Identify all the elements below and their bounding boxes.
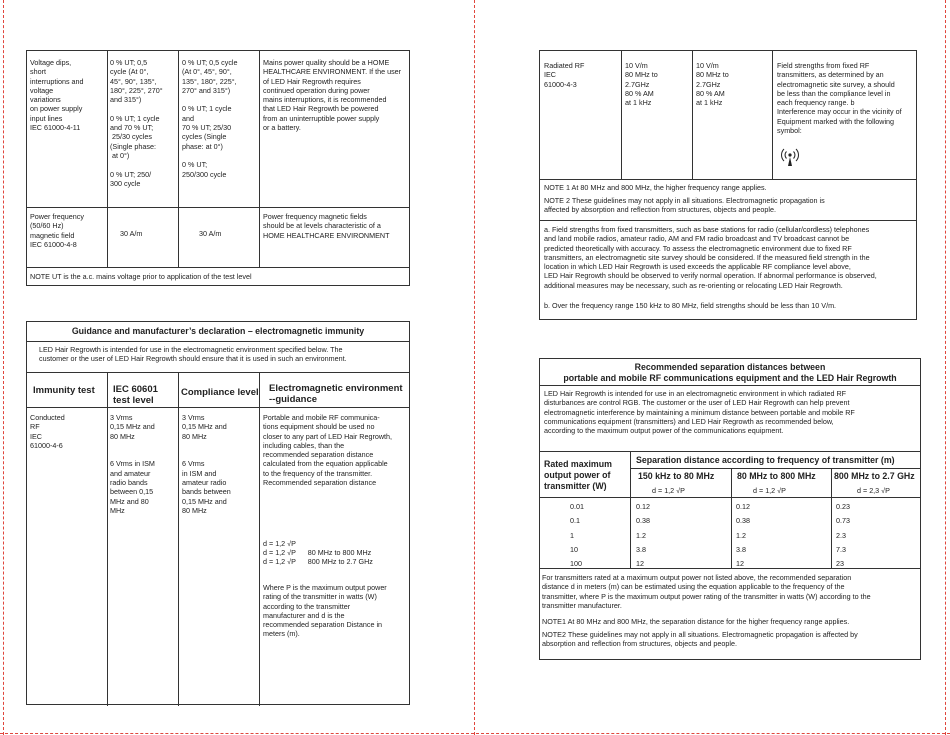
table-title-separation: Recommended separation distances between portable and mobile RF communications equipment and the LED Hair Regrowth [563,362,897,383]
table-title-immunity: Guidance and manufacturer’s declaration – electromagnetic immunity [71,326,365,336]
note-1-higher-range: NOTE 1 At 80 MHz and 800 MHz, the higher frequency range applies. [544,183,767,192]
header-immunity-test: Immunity test [33,385,95,396]
cell-radiated-rf-test: Radiated RF IEC 61000-4-3 [544,61,585,89]
header-compliance-level: Compliance level [181,387,259,398]
cell-where-p: Where P is the maximum output power rating of the transmitter in watts (W) according to the transmitter manufacturer and d is the recommended separation Distance in meters (m). [263,583,387,639]
cell-dist-c: 0.73 [836,516,850,525]
separation-distance-table [539,358,921,660]
header-rated-power: Rated maximum output power of transmitter (W) [544,459,612,491]
cell-dist-b: 0.38 [736,516,750,525]
cell-power: 0.01 [570,502,584,511]
cell-radiated-level: 10 V/m 80 MHz to 2.7GHz 80 % AM at 1 kHz [625,61,658,108]
intro-immunity: LED Hair Regrowth is intended for use in the electromagnetic environment specified below. The customer or the user of LED Hair Regrowth should ensure that it is used in such an environment. [39,345,347,364]
cell-dist-a: 12 [636,559,644,568]
footnote-unlisted-power: For transmitters rated at a maximum output power not listed above, the recommended separation distance d in meters (m) can be estimated using the equation applicable to the frequency of the transmitter, where P is the maximum output power rating of the transmitter in watts (W) according to the transmitter manufacturer. [542,573,871,610]
cut-line-bottom [0,733,950,734]
header-freq-80mhz-800mhz: 80 MHz to 800 MHz [737,471,816,481]
note-ut: NOTE UT is the a.c. mains voltage prior to application of the test level [30,272,252,281]
cell-dist-a: 0.38 [636,516,650,525]
formula-1: d = 1,2 √P [263,539,296,548]
header-freq-150khz-80mhz: 150 kHz to 80 MHz [638,471,715,481]
cut-line-right [945,0,946,735]
footnote-note1: NOTE1 At 80 MHz and 800 MHz, the separation distance for the higher frequency range applies. [542,617,850,626]
cell-dist-b: 3.8 [736,545,746,554]
cell-conducted-rf: Conducted RF IEC 61000-4-6 [30,413,65,450]
cell-power: 100 [570,559,582,568]
cell-power: 1 [570,531,574,540]
cell-conducted-guidance: Portable and mobile RF communica- tions equipment should be used no closer to any part of LED Hair Regrowth, including cables, than the recommended separation distance calculated from the equation applicable to the frequency of the transmitter. Recommended separation distance [263,413,393,488]
radiated-rf-table [539,50,917,320]
formula-c: d = 2,3 √P [857,486,890,495]
cell-dist-a: 3.8 [636,545,646,554]
cell-dist-a: 0.12 [636,502,650,511]
header-freq-800mhz-2-7ghz: 800 MHz to 2.7 GHz [834,471,915,481]
formula-2: d = 1,2 √P 80 MHz to 800 MHz [263,548,372,557]
cell-voltage-dips-level: 0 % UT; 0,5 cycle (At 0°, 45°, 90°, 135°, 180°, 225°, 270° and 315°) 0 % UT; 1 cycle and 70 % UT; 25/30 cycles (Single phase: at 0°) 0 % UT; 250/ 300 cycle [110,58,163,188]
cell-conducted-compliance: 3 Vrms 0,15 MHz and 80 MHz 6 Vrms in ISM and amateur radio bands between 0,15 MHz and 80 MHz [182,413,231,515]
cell-dist-b: 12 [736,559,744,568]
cell-voltage-dips-test: Voltage dips, short interruptions and voltage variations on power supply input lines IEC 61000-4-11 [30,58,84,133]
cell-dist-c: 23 [836,559,844,568]
cell-dist-c: 7.3 [836,545,846,554]
cell-power-frequency-test: Power frequency (50/60 Hz) magnetic field IEC 61000-4-8 [30,212,84,249]
cell-dist-c: 2.3 [836,531,846,540]
cell-power: 10 [570,545,578,554]
cell-power-frequency-level: 30 A/m [120,229,143,238]
header-separation-distance: Separation distance according to frequency of transmitter (m) [636,455,895,465]
cell-radiated-compliance: 10 V/m 80 MHz to 2.7GHz 80 % AM at 1 kHz [696,61,729,108]
cell-radiated-guidance: Field strengths from fixed RF transmitters, as determined by an electromagnetic site survey, a should be less than the compliance level in each frequency range. b Interference may occur in the vicinity of Equipment marked with the following symbol: [777,61,902,136]
intro-separation: LED Hair Regrowth is intended for use in an electromagnetic environment in which radiated RF disturbances are control RGB. The customer or the user of LED Hair Regrowth can help prevent electromagnetic interference by maintaining a minimum distance between portable and mobile RF communications equipment (transmitters) and LED Hair Regrowth as recommended below, according to the maximum output power of the communications equipment. [544,389,855,436]
header-guidance: Electromagnetic environment --guidance [269,383,403,405]
formula-3: d = 1,2 √P 800 MHz to 2.7 GHz [263,557,373,566]
cell-power-frequency-compliance: 30 A/m [199,229,222,238]
cell-voltage-dips-compliance: 0 % UT; 0,5 cycle (At 0°, 45°, 90°, 135°, 180°, 225°, 270° and 315°) 0 % UT; 1 cycle and 70 % UT; 25/30 cycles (Single phase: at 0°) 0 % UT; 250/300 cycle [182,58,238,179]
non-ionizing-radiation-icon [779,146,801,168]
note-b-frequency-range: b. Over the frequency range 150 kHz to 80 MHz, field strengths should be less than 10 V/m. [544,301,837,310]
cell-dist-b: 1.2 [736,531,746,540]
formula-b: d = 1,2 √P [753,486,786,495]
cell-conducted-level: 3 Vrms 0,15 MHz and 80 MHz 6 Vrms in ISM and amateur radio bands between 0,15 MHz and 80 MHz [110,413,155,515]
formula-a: d = 1,2 √P [652,486,685,495]
cell-power-frequency-guidance: Power frequency magnetic fields should be at levels characteristic of a HOME HEALTHCARE ENVIRONMENT [263,212,390,240]
note-2-guidelines: NOTE 2 These guidelines may not apply in all situations. Electromagnetic propagation is affected by absorption and reflection from structures, objects and people. [544,196,825,215]
header-test-level: IEC 60601 test level [113,384,158,406]
footnote-note2: NOTE2 These guidelines may not apply in all situations. Electromagnetic propagation is affected by absorption and reflection from structures, objects and people. [542,630,858,649]
cell-dist-c: 0.23 [836,502,850,511]
cell-dist-b: 0.12 [736,502,750,511]
cell-power: 0.1 [570,516,580,525]
immunity-table-continued [26,50,410,286]
cell-voltage-dips-guidance: Mains power quality should be a HOME HEALTHCARE ENVIRONMENT. If the user of LED Hair Regrowth requires continued operation during power mains interruptions, it is recommended that LED Hair Regrowth be powered from an uninterruptible power supply or a battery. [263,58,402,133]
cell-dist-a: 1.2 [636,531,646,540]
cut-line-center [474,0,475,735]
cut-line-left [3,0,4,735]
immunity-declaration-table [26,321,410,705]
note-a-field-strengths: a. Field strengths from fixed transmitters, such as base stations for radio (cellular/cordless) telephones and land mobile radios, amateur radio, AM and FM radio broadcast and TV broadcast cannot be predicted theoretically with accuracy. To assess the electromagnetic environment due to fixed RF transmitters, an electromagnetic site survey should be considered. If the measured field strength in the location in which LED Hair Regrowth is used exceeds the applicable RF compliance level above, LED Hair Regrowth should be observed to verify normal operation. If abnormal performance is observed, additional measures may be necessary, such as re-orienting or relocating LED Hair Regrowth. [544,225,877,290]
